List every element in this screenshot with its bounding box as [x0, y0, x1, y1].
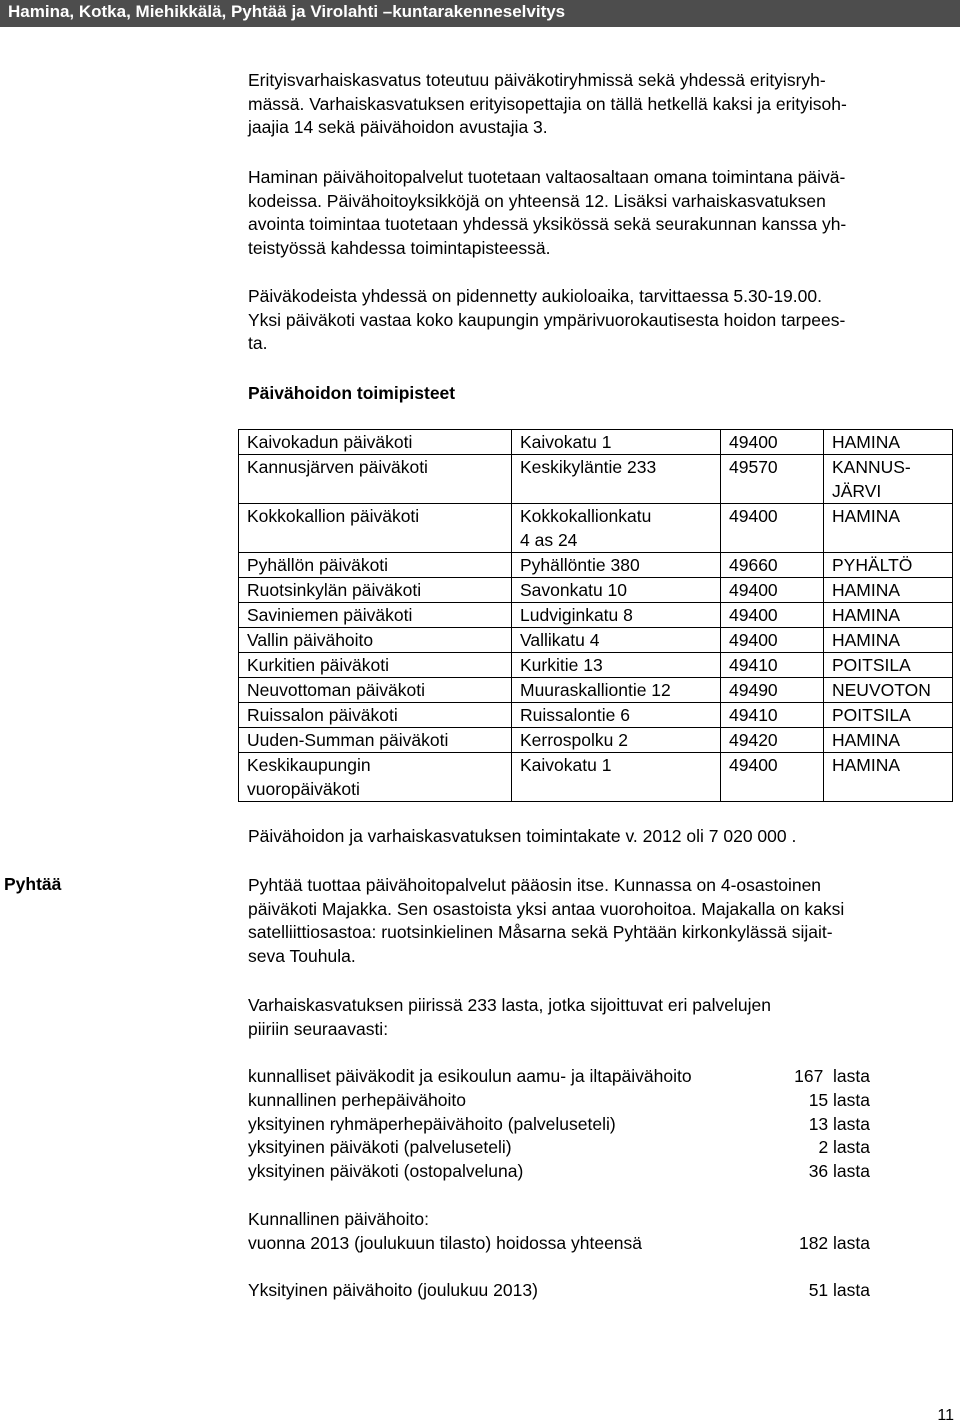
stat-label: yksityinen ryhmäperhepäivähoito (palveluseteli) — [248, 1114, 616, 1134]
document-title: Hamina, Kotka, Miehikkälä, Pyhtää ja Virolahti –kuntarakenneselvitys — [8, 2, 566, 21]
table-row — [239, 753, 953, 802]
place-name-cell: Kaivokadun päiväkoti — [239, 430, 512, 455]
stat-value: 167 lasta — [794, 1066, 870, 1086]
text-line: jaajia 14 sekä päivähoidon avustajia 3. — [248, 117, 548, 137]
municipal-row — [248, 1233, 870, 1257]
stat-row — [248, 1137, 870, 1161]
stat-row — [248, 1114, 870, 1138]
text-line: Pyhtää tuottaa päivähoitopalvelut pääosin itse. Kunnassa on 4-osastoinen — [248, 875, 822, 895]
table-row — [239, 728, 953, 753]
pyhtaa-paragraph-1 — [248, 874, 960, 968]
place-city-cell: HAMINA — [824, 753, 953, 802]
place-address-cell: Kurkitie 13 — [512, 653, 721, 678]
stat-row — [248, 1161, 870, 1185]
place-address-cell: Kaivokatu 1 — [512, 430, 721, 455]
text-line: piiriin seuraavasti: — [248, 1018, 389, 1039]
place-name-cell: Pyhällön päiväkoti — [239, 553, 512, 578]
place-postcode-cell: 49420 — [721, 728, 824, 753]
stat-label: yksityinen päiväkoti (palveluseteli) — [248, 1137, 512, 1157]
stat-value: 15 lasta — [808, 1090, 870, 1110]
place-city-cell: HAMINA — [824, 628, 953, 653]
text-line: Yksi päiväkoti vastaa koko kaupungin ympärivuorokautisesta hoidon tarpees- — [248, 309, 846, 330]
stat-label: kunnalliset päiväkodit ja esikoulun aamu- ja iltapäivähoito — [248, 1066, 692, 1086]
intro-paragraph-3 — [248, 285, 960, 356]
place-city-cell: HAMINA — [824, 728, 953, 753]
place-postcode-cell: 49410 — [721, 653, 824, 678]
stat-value: 2 lasta — [818, 1137, 870, 1157]
place-name-cell: Vallin päivähoito — [239, 628, 512, 653]
stat-value: 182 lasta — [798, 1233, 870, 1253]
cost-note — [248, 825, 960, 849]
stat-label: vuonna 2013 (joulukuun tilasto) hoidossa yhteensä — [248, 1233, 643, 1253]
table-row — [239, 678, 953, 703]
table-row — [239, 628, 953, 653]
place-postcode-cell: 49400 — [721, 753, 824, 802]
place-city-cell: HAMINA — [824, 578, 953, 603]
table-row — [239, 553, 953, 578]
place-city-cell: POITSILA — [824, 653, 953, 678]
table-row — [239, 703, 953, 728]
table-row — [239, 504, 953, 553]
text-line: mässä. Varhaiskasvatuksen erityisopettajia on tällä hetkellä kaksi ja erityisoh- — [248, 93, 847, 114]
place-city-cell: POITSILA — [824, 703, 953, 728]
place-city-cell: NEUVOTON — [824, 678, 953, 703]
stat-row — [248, 1066, 870, 1090]
place-address-cell: Kaivokatu 1 — [512, 753, 721, 802]
document-header — [0, 0, 960, 27]
place-name-cell: Uuden-Summan päiväkoti — [239, 728, 512, 753]
place-address-cell: Ruissalontie 6 — [512, 703, 721, 728]
table-row — [239, 603, 953, 628]
place-address-cell: Vallikatu 4 — [512, 628, 721, 653]
place-postcode-cell: 49400 — [721, 430, 824, 455]
place-postcode-cell: 49400 — [721, 603, 824, 628]
municipal-heading: Kunnallinen päivähoito: — [248, 1209, 429, 1229]
place-name-cell: Kokkokallion päiväkoti — [239, 504, 512, 553]
cost-note-text: Päivähoidon ja varhaiskasvatuksen toimintakate v. 2012 oli 7 020 000 . — [248, 826, 797, 846]
place-name-cell: Keskikaupungin vuoropäiväkoti — [239, 753, 512, 802]
place-address-cell: Keskikyläntie 233 — [512, 455, 721, 504]
place-name-cell: Ruotsinkylän päiväkoti — [239, 578, 512, 603]
text-line: teistyössä kahdessa toimintapisteessä. — [248, 237, 551, 258]
text-line: kodeissa. Päivähoitoyksikköjä on yhteensä 12. Lisäksi varhaiskasvatuksen — [248, 190, 826, 211]
stat-label: kunnallinen perhepäivähoito — [248, 1090, 466, 1110]
private-row — [248, 1280, 870, 1304]
place-address-cell: Savonkatu 10 — [512, 578, 721, 603]
place-name-cell: Saviniemen päiväkoti — [239, 603, 512, 628]
table-row — [239, 578, 953, 603]
place-postcode-cell: 49660 — [721, 553, 824, 578]
place-address-cell: Kokkokallionkatu 4 as 24 — [512, 504, 721, 553]
table-row — [239, 430, 953, 455]
place-address-cell: Muuraskalliontie 12 — [512, 678, 721, 703]
place-postcode-cell: 49400 — [721, 504, 824, 553]
pyhtaa-heading: Pyhtää — [4, 874, 62, 894]
place-city-cell: KANNUS- JÄRVI — [824, 455, 953, 504]
stat-value: 13 lasta — [808, 1114, 870, 1134]
place-city-cell: HAMINA — [824, 504, 953, 553]
text-line: Päiväkodeista yhdessä on pidennetty aukioloaika, tarvittaessa 5.30-19.00. — [248, 286, 822, 306]
pyhtaa-paragraph-2 — [248, 994, 960, 1041]
place-city-cell: HAMINA — [824, 430, 953, 455]
stat-value: 51 lasta — [808, 1280, 870, 1300]
place-postcode-cell: 49490 — [721, 678, 824, 703]
place-name-cell: Ruissalon päiväkoti — [239, 703, 512, 728]
text-line: seva Touhula. — [248, 945, 356, 966]
page-number: 11 — [937, 1407, 954, 1424]
place-city-cell: HAMINA — [824, 603, 953, 628]
intro-paragraph-1 — [248, 69, 960, 140]
place-address-cell: Kerrospolku 2 — [512, 728, 721, 753]
stat-label: yksityinen päiväkoti (ostopalveluna) — [248, 1161, 524, 1181]
table-row — [239, 653, 953, 678]
text-line: Varhaiskasvatuksen piirissä 233 lasta, jotka sijoittuvat eri palvelujen — [248, 995, 772, 1015]
text-line: Erityisvarhaiskasvatus toteutuu päiväkotiryhmissä sekä yhdessä erityisryh- — [248, 70, 826, 90]
place-postcode-cell: 49400 — [721, 628, 824, 653]
place-postcode-cell: 49570 — [721, 455, 824, 504]
places-table — [238, 429, 953, 802]
place-city-cell: PYHÄLTÖ — [824, 553, 953, 578]
table-row — [239, 455, 953, 504]
stat-value: 36 lasta — [808, 1161, 870, 1181]
places-heading: Päivähoidon toimipisteet — [248, 383, 456, 403]
place-name-cell: Neuvottoman päiväkoti — [239, 678, 512, 703]
text-line: avointa toimintaa tuotetaan yhdessä yksikössä sekä seurakunnan kanssa yh- — [248, 214, 847, 234]
text-line: päiväkoti Majakka. Sen osastoista yksi antaa vuorohoitoa. Majakalla on kaksi — [248, 898, 845, 919]
stat-row — [248, 1090, 870, 1114]
place-address-cell: Ludviginkatu 8 — [512, 603, 721, 628]
text-line: ta. — [248, 333, 268, 353]
place-postcode-cell: 49410 — [721, 703, 824, 728]
text-line: Haminan päivähoitopalvelut tuotetaan valtaosaltaan omana toimintana päivä- — [248, 167, 846, 187]
text-line: satelliittiosastoa: ruotsinkielinen Måsarna sekä Pyhtään kirkonkylässä sijait- — [248, 922, 833, 942]
place-name-cell: Kannusjärven päiväkoti — [239, 455, 512, 504]
place-address-cell: Pyhällöntie 380 — [512, 553, 721, 578]
intro-paragraph-2 — [248, 166, 960, 260]
place-postcode-cell: 49400 — [721, 578, 824, 603]
stat-label: Yksityinen päivähoito (joulukuu 2013) — [248, 1280, 538, 1300]
place-name-cell: Kurkitien päiväkoti — [239, 653, 512, 678]
